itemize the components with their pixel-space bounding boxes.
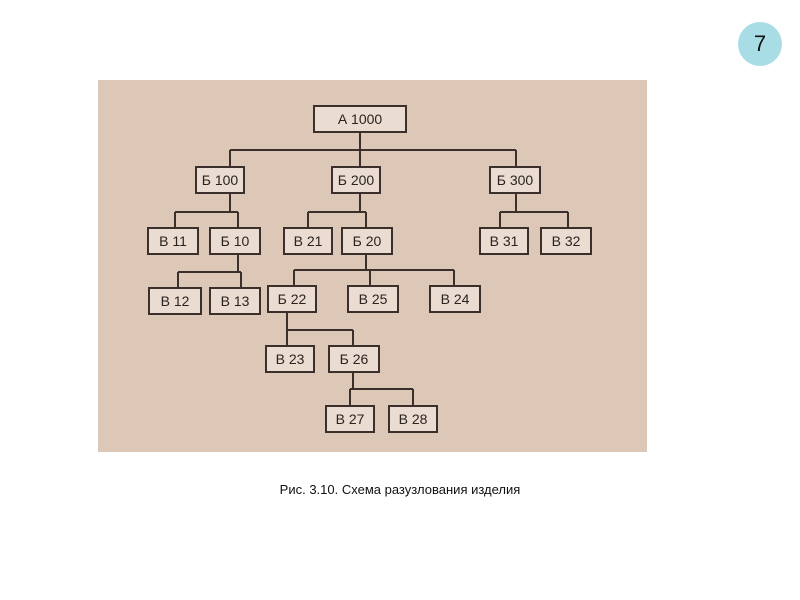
node-label: Б 10 <box>220 233 250 249</box>
edge-b20 <box>294 254 454 286</box>
node-v21 <box>284 228 332 254</box>
page-number-badge: 7 <box>738 22 782 66</box>
node-b26 <box>329 346 379 372</box>
edge-b26 <box>350 372 413 406</box>
edge-b100 <box>175 193 238 228</box>
edge-b22 <box>287 312 353 346</box>
node-b300 <box>490 167 540 193</box>
node-label: Б 20 <box>352 233 382 249</box>
node-label: В 21 <box>293 233 323 249</box>
node-v23 <box>266 346 314 372</box>
node-v28 <box>389 406 437 432</box>
node-label: В 24 <box>440 291 470 307</box>
node-label: В 32 <box>551 233 581 249</box>
node-label: Б 100 <box>201 172 239 188</box>
node-label: В 12 <box>160 293 190 309</box>
node-label: Б 26 <box>339 351 369 367</box>
node-label: В 27 <box>335 411 365 427</box>
node-label: В 11 <box>159 233 187 249</box>
node-b200 <box>332 167 380 193</box>
node-label: В 28 <box>398 411 428 427</box>
node-label: Б 300 <box>496 172 534 188</box>
node-v24 <box>430 286 480 312</box>
node-label: Б 22 <box>277 291 307 307</box>
node-label: А 1000 <box>337 111 383 127</box>
node-b22 <box>268 286 316 312</box>
node-b100 <box>196 167 244 193</box>
node-v32 <box>541 228 591 254</box>
node-b20 <box>342 228 392 254</box>
edge-b300 <box>500 193 568 228</box>
edge-a1000 <box>230 132 516 167</box>
node-a1000 <box>314 106 406 132</box>
node-b10 <box>210 228 260 254</box>
node-label: В 25 <box>358 291 388 307</box>
node-v13 <box>210 288 260 314</box>
node-v12 <box>149 288 201 314</box>
node-v11 <box>148 228 198 254</box>
node-label: В 23 <box>275 351 305 367</box>
edge-b10 <box>178 254 241 288</box>
tree-diagram <box>98 80 647 452</box>
node-v25 <box>348 286 398 312</box>
node-label: В 13 <box>220 293 250 309</box>
node-v31 <box>480 228 528 254</box>
tree-diagram-image <box>98 80 647 452</box>
figure-caption: Рис. 3.10. Схема разузлования изделия <box>279 482 521 497</box>
node-label: В 31 <box>489 233 519 249</box>
node-label: Б 200 <box>337 172 375 188</box>
node-v27 <box>326 406 374 432</box>
edge-b200 <box>308 193 366 228</box>
